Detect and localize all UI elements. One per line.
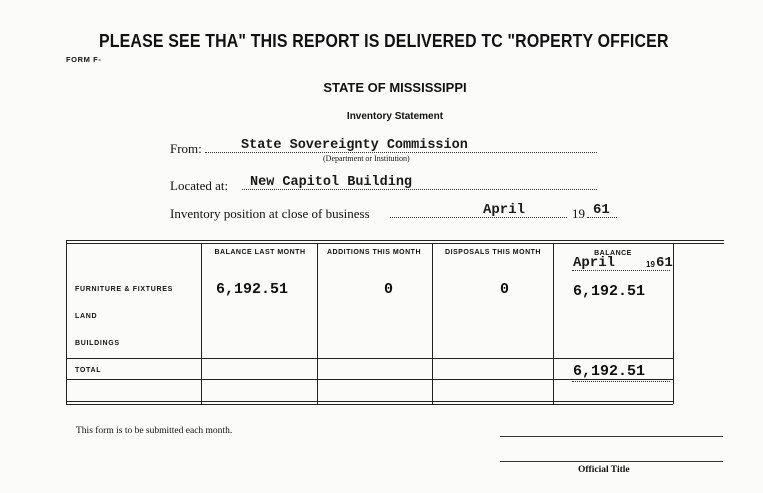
furniture-additions: 0 bbox=[384, 281, 394, 298]
col-header-balance-last: BALANCE LAST MONTH bbox=[214, 249, 306, 256]
col-divider-1 bbox=[201, 243, 202, 404]
from-hint: (Department or Institution) bbox=[323, 154, 410, 163]
table-bottom-rule bbox=[66, 401, 673, 402]
col-header-balance: BALANCE bbox=[594, 250, 632, 257]
position-label: Inventory position at close of business bbox=[170, 206, 370, 221]
furniture-disposals: 0 bbox=[500, 281, 510, 298]
total-underline bbox=[572, 381, 670, 382]
col-divider-5 bbox=[673, 243, 674, 404]
total-balance: 6,192.51 bbox=[573, 363, 646, 380]
row-label-furniture: FURNITURE & FIXTURES bbox=[75, 286, 173, 293]
row-label-total: TOTAL bbox=[75, 367, 102, 374]
furniture-balance: 6,192.51 bbox=[573, 283, 646, 300]
footer-note: This form is to be submitted each month. bbox=[76, 426, 233, 436]
located-value: New Capitol Building bbox=[250, 175, 413, 190]
col-header-additions: ADDITIONS THIS MONTH bbox=[327, 249, 421, 256]
balance-date-underline bbox=[572, 270, 670, 271]
col-divider-3 bbox=[432, 243, 433, 404]
table-bottom-rule-2 bbox=[66, 404, 673, 405]
row-label-land: LAND bbox=[75, 313, 98, 320]
position-underline bbox=[390, 217, 567, 218]
official-title-label: Official Title bbox=[578, 465, 630, 475]
table-top-rule-2 bbox=[66, 243, 724, 244]
year-suffix: 61 bbox=[593, 202, 610, 218]
balance-month: April bbox=[573, 255, 616, 271]
from-label: From: bbox=[170, 141, 202, 156]
banner-heading: PLEASE SEE THA" THIS REPORT IS DELIVERED TC "ROPERTY OFFICER bbox=[98, 30, 669, 51]
year-prefix: 19 bbox=[572, 206, 585, 221]
col-header-disposals: DISPOSALS THIS MONTH bbox=[445, 249, 541, 256]
official-title-line bbox=[500, 461, 723, 462]
col-divider-2 bbox=[317, 243, 318, 404]
table-top-rule bbox=[66, 240, 724, 241]
balance-year-suffix: 61 bbox=[656, 255, 673, 271]
position-month: April bbox=[483, 202, 526, 218]
from-value: State Sovereignty Commission bbox=[241, 138, 468, 153]
row-label-buildings: BUILDINGS bbox=[75, 340, 120, 347]
page-subtitle: Inventory Statement bbox=[346, 111, 444, 122]
form-number: FORM F- bbox=[66, 55, 102, 64]
furniture-balance-last: 6,192.51 bbox=[216, 281, 289, 298]
signature-line bbox=[500, 436, 723, 437]
table-total-rule bbox=[66, 358, 673, 359]
table-left-border bbox=[66, 240, 67, 404]
balance-year-prefix: 19 bbox=[646, 260, 655, 269]
located-label: Located at: bbox=[170, 178, 229, 193]
page-title: STATE OF MISSISSIPPI bbox=[323, 80, 467, 95]
col-divider-4 bbox=[553, 243, 554, 404]
